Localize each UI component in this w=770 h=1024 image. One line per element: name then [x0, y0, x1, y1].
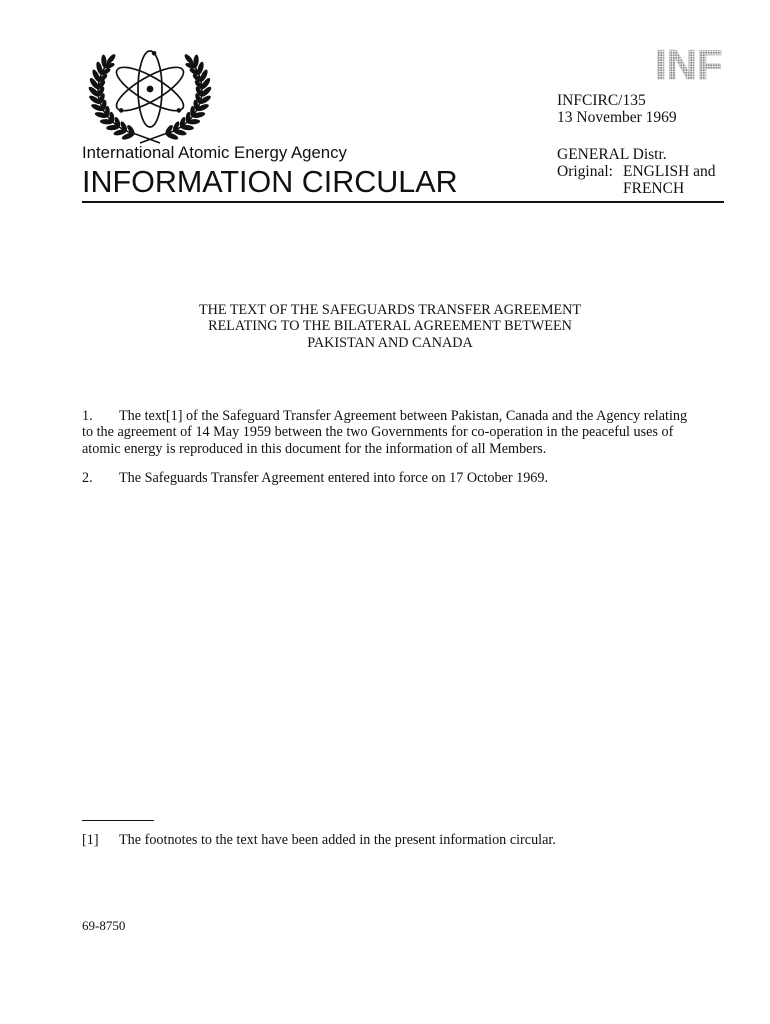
original-label: Original: [557, 163, 613, 180]
title-line: RELATING TO THE BILATERAL AGREEMENT BETWEEN [208, 318, 572, 334]
paragraph-number: 2. [82, 469, 93, 486]
inf-mark: INF [655, 40, 723, 88]
atom-electron [152, 51, 157, 56]
iaea-emblem-icon [84, 42, 214, 146]
title-line: THE TEXT OF THE SAFEGUARDS TRANSFER AGREEMENT [198, 301, 582, 318]
original-language-line: ENGLISH and [623, 163, 716, 180]
atom-electron [176, 107, 182, 113]
atom-electron [118, 107, 124, 113]
paragraph-line: to the agreement of 14 May 1959 between the two Governments for co-operation in the peaceful uses of [82, 424, 674, 440]
paragraph-line: The text[1] of the Safeguard Transfer Agreement between Pakistan, Canada and the Agency relating [119, 407, 688, 424]
agency-name: International Atomic Energy Agency [82, 143, 347, 163]
paragraph-number: 1. [82, 407, 93, 424]
paragraph-2 [82, 470, 712, 487]
atom-nucleus [147, 86, 154, 93]
document-code: 69-8750 [82, 918, 126, 933]
paragraph-line: atomic energy is reproduced in this document for the information of all Members. [82, 440, 547, 457]
footnote-text: The footnotes to the text have been added in the present information circular. [119, 831, 556, 848]
original-language-line: FRENCH [623, 180, 685, 197]
footnote-marker: [1] [82, 831, 99, 848]
footnote-rule [82, 820, 154, 821]
distribution-label: GENERAL Distr. [557, 146, 667, 163]
atom-symbol [111, 51, 189, 127]
laurel-branch-right [140, 53, 213, 143]
document-title [82, 302, 698, 352]
document-number: INFCIRC/135 [557, 92, 646, 109]
header-rule [82, 201, 724, 203]
footnote [82, 832, 722, 849]
paragraph-1 [82, 408, 712, 458]
laurel-branch-left [87, 53, 160, 143]
title-line: PAKISTAN AND CANADA [307, 334, 473, 351]
laurel-wreath [87, 53, 213, 143]
paragraph-line: The Safeguards Transfer Agreement entered into force on 17 October 1969. [119, 469, 549, 486]
document-date: 13 November 1969 [557, 109, 677, 126]
document-type-heading: INFORMATION CIRCULAR [82, 165, 458, 200]
